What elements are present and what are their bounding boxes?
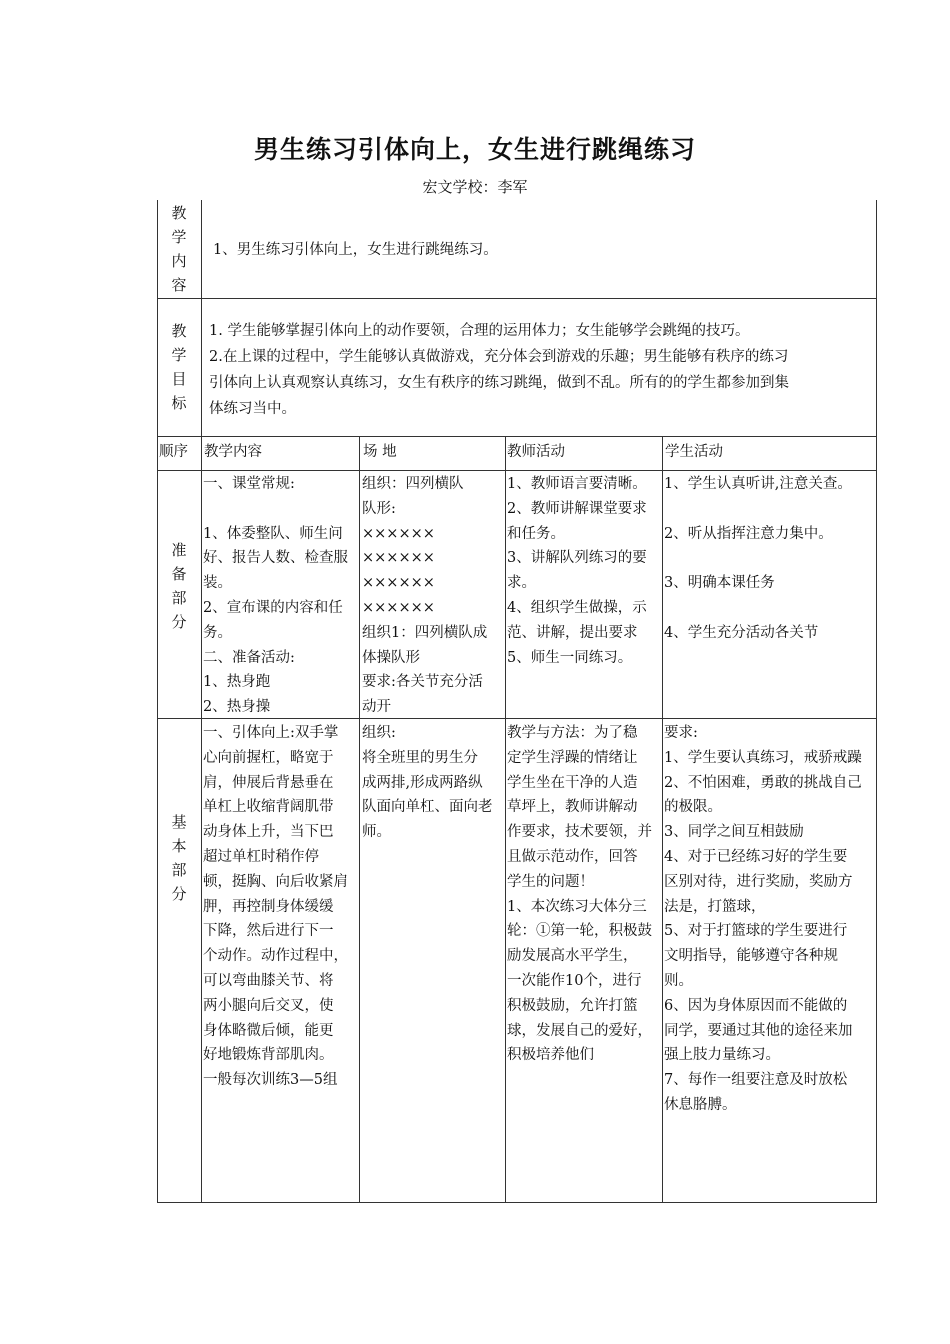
header-teacher: 教师活动	[507, 444, 565, 460]
header-content: 教学内容	[204, 444, 262, 460]
page-title: 男生练习引体向上，女生进行跳绳练习	[253, 135, 696, 164]
row-divider-header	[157, 470, 877, 471]
prep-student: 1、学生认真听讲,注意关查。 2、听从指挥注意力集中。 3、明确本课任务 4、学生充分活动各关节	[664, 476, 852, 641]
label-column-divider	[201, 200, 202, 1203]
goal-label: 教 学 目 标	[171, 322, 187, 412]
basic-teacher: 教学与方法：为了稳 定学生浮躁的情绪让 学生坐在干净的人造 草坪上，教师讲解动 作要求，技术要领，并 且做示范动作，回答 学生的问题！ 1、本次练习大体分三 轮：①第一轮，积极鼓 励发展高水平学生， 一次能作10个，进行 积极鼓励，允许打篮 球，发展自己的爱好， 积极培养他们	[507, 725, 652, 1064]
author-line: 宏文学校：李军	[422, 178, 528, 196]
header-student: 学生活动	[665, 444, 723, 460]
prep-teacher: 1、教师语言要清晰。 2、教师讲解课堂要求 和任务。 3、讲解队列练习的要 求。 4、组织学生做操，示 范、讲解，提出要求 5、师生一同练习。	[507, 476, 647, 666]
basic-label: 基 本 部 分	[171, 813, 187, 903]
prep-content: 一、课堂常规: 1、体委整队、师生问 好、报告人数、检查服 装。 2、宣布课的内容和任 务。 二、准备活动: 1、热身跑 2、热身操	[203, 476, 348, 716]
lesson-table	[157, 200, 877, 1203]
prep-venue: 组织：四列横队 队形: ×××××× ×××××× ×××××× ×××××× 组织1：四列横队成 体操队形 要求:各关节充分活 动开	[362, 476, 488, 716]
row-divider-bottom	[157, 1202, 877, 1203]
border-left	[157, 200, 158, 1203]
basic-venue: 组织: 将全班里的男生分 成两排,形成两路纵 队面向单杠、面向老 师。	[362, 725, 493, 841]
basic-student: 要求: 1、学生要认真练习，戒骄戒躁 2、不怕困难，勇敢的挑战自己 的极限。 3、同学之间互相鼓励 4、对于已经练习好的学生要 区别对待，进行奖励，奖励方 法是，打篮球， 5、对于打篮球的学生要进行 文明指导，能够遵守各种规 则。 6、因为身体原因而不能做的 同学，要通过其他的途径来加 强上肢力量练习。 7、每作一组要注意及时放松 休息胳膊。	[664, 725, 862, 1113]
header-order: 顺序	[159, 444, 188, 460]
prep-label: 准 备 部 分	[171, 541, 187, 631]
header-venue: 场 地	[363, 444, 397, 460]
border-right	[876, 200, 877, 1203]
row-divider-content	[157, 298, 877, 299]
basic-content: 一、引体向上:双手掌 心向前握杠，略宽于 肩，伸展后背悬垂在 单杠上收缩背阔肌带 动身体上升，当下巴 超过单杠时稍作停 顿，挺胸、向后收紧肩 胛，再控制身体缓缓 下降，然后进行下一 个动作。动作过程中， 可以弯曲膝关节、将 两小腿向后交叉，使 身体略微后倾，能更 好地锻炼背部肌肉。 一般每次训练3—5组	[203, 725, 348, 1089]
content-label: 教 学 内 容	[171, 204, 187, 294]
row-divider-goal	[157, 436, 877, 437]
content-text: 1、男生练习引体向上，女生进行跳绳练习。	[213, 242, 498, 258]
column-divider-2	[505, 436, 506, 1203]
column-divider-1	[359, 436, 360, 1203]
column-divider-3	[662, 436, 663, 1203]
goal-text: 1. 学生能够掌握引体向上的动作要领，合理的运用体力；女生能够学会跳绳的技巧。 2.在上课的过程中，学生能够认真做游戏，充分体会到游戏的乐趣；男生能够有秩序的练习 引体向上认真观察认真练习，女生有秩序的练习跳绳，做到不乱。所有的的学生都参加到集 体练习当中。	[209, 323, 789, 417]
